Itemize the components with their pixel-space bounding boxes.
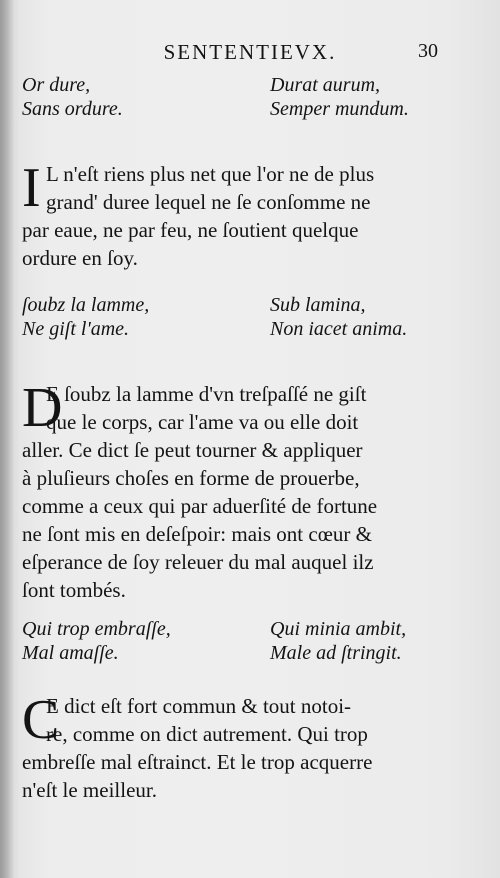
text-line: aller. Ce dict ſe peut tourner & appliquer	[22, 438, 363, 462]
text-line: E dict eſt fort commun & tout notoi-	[46, 694, 352, 718]
proverb-couplet-3	[22, 618, 407, 666]
drop-capital: I	[22, 157, 41, 219]
couplet-line	[22, 642, 402, 666]
french-verse: Sans ordure.	[22, 98, 123, 120]
drop-capital: D	[22, 377, 63, 439]
text-line: re, comme on dict autrement. Qui trop	[46, 722, 368, 746]
latin-verse: Non iacet anima.	[270, 318, 408, 340]
french-verse: Ne giſt l'ame.	[22, 318, 130, 340]
french-verse: ſoubz la lamme,	[22, 294, 150, 316]
text-line: eſperance de ſoy releuer du mal auquel ilz	[22, 550, 374, 574]
french-verse: Mal amaſſe.	[22, 642, 119, 664]
latin-verse: Durat aurum,	[270, 74, 381, 96]
drop-capital: C	[22, 689, 60, 751]
latin-verse: Male ad ſtringit.	[270, 642, 402, 664]
page-number: 30	[418, 40, 438, 62]
french-verse: Qui trop embraſſe,	[22, 618, 171, 640]
text-line: que le corps, car l'ame va ou elle doit	[46, 410, 359, 434]
running-title: SENTENTIEVX.	[163, 40, 337, 64]
text-line: L n'eſt riens plus net que l'or ne de plus	[46, 162, 375, 186]
text-line: ſont tombés.	[22, 578, 126, 602]
page-header	[0, 40, 500, 70]
gutter-shadow	[0, 0, 14, 878]
couplet-line	[22, 74, 394, 98]
latin-verse: Semper mundum.	[270, 98, 409, 120]
commentary-paragraph-1	[22, 157, 418, 272]
latin-verse: Sub lamina,	[270, 294, 366, 316]
couplet-line	[22, 294, 394, 318]
couplet-line	[22, 318, 408, 342]
text-line: grand' duree lequel ne ſe conſomme ne	[46, 190, 371, 214]
couplet-line	[22, 98, 409, 122]
french-verse: Or dure,	[22, 74, 91, 96]
text-line: ordure en ſoy.	[22, 246, 138, 270]
latin-verse: Qui minia ambit,	[270, 618, 407, 640]
couplet-line	[22, 618, 407, 642]
text-line: embreſſe mal eſtrainct. Et le trop acquerre	[22, 750, 373, 774]
text-line: E ſoubz la lamme d'vn treſpaſſé ne giſt	[46, 382, 367, 406]
commentary-paragraph-3	[22, 689, 418, 804]
text-line: comme a ceux qui par aduerſité de fortune	[22, 494, 378, 518]
text-line: ne ſont mis en deſeſpoir: mais ont cœur &	[22, 522, 372, 546]
text-line: n'eſt le meilleur.	[22, 778, 157, 802]
text-line: à pluſieurs choſes en forme de prouerbe,	[22, 466, 360, 490]
proverb-couplet-1	[22, 74, 409, 122]
proverb-couplet-2	[22, 294, 408, 342]
text-line: par eaue, ne par feu, ne ſoutient quelque	[22, 218, 359, 242]
commentary-paragraph-2	[22, 377, 418, 604]
